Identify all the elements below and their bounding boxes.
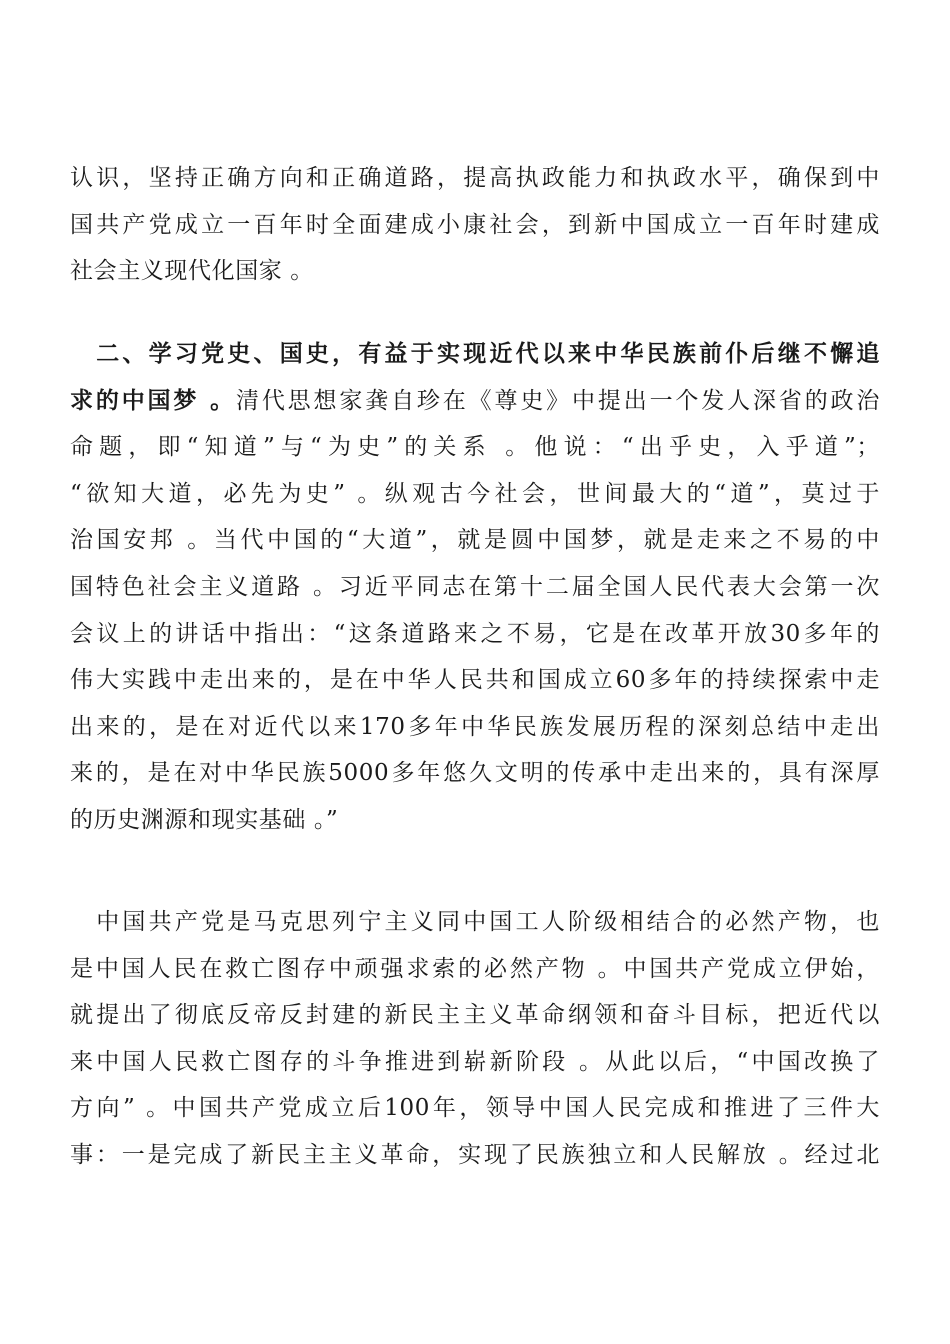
text-line: 治国安邦 。当代中国的“大道”，就是圆中国梦，就是走来之不易的中 [70, 527, 880, 554]
paragraph-party-history [70, 899, 880, 1179]
text-line: 国特色社会主义道路 。习近平同志在第十二届全国人民代表大会第一次 [70, 573, 880, 600]
paragraph-intro-continued [70, 155, 880, 295]
text-line: 的历史渊源和现实基础 。” [70, 806, 339, 833]
text-line: 方向” 。中国共产党成立后100年，领导中国人民完成和推进了三件大 [70, 1095, 880, 1122]
text-line: 来的，是在对中华民族5000多年悠久文明的传承中走出来的，具有深厚 [70, 760, 880, 787]
text-line: 来中国人民救亡图存的斗争推进到崭新阶段 。从此以后，“中国改换了 [70, 1048, 880, 1075]
text-line: 中国共产党是马克思列宁主义同中国工人阶级相结合的必然产物，也 [70, 909, 880, 935]
text-line: “欲知大道，必先为史” 。纵观古今社会，世间最大的“道”，莫过于 [70, 480, 880, 507]
text-line: 伟大实践中走出来的，是在中华人民共和国成立60多年的持续探索中走 [70, 667, 880, 694]
paragraph-section-two [70, 331, 880, 844]
text-line: 认识，坚持正确方向和正确道路，提高执政能力和执政水平，确保到中 [70, 165, 880, 191]
text-line: 国共产党成立一百年时全面建成小康社会，到新中国成立一百年时建成 [70, 211, 880, 238]
section-heading-end: 求的中国梦 。 [70, 387, 236, 414]
text-line [70, 378, 880, 425]
text-line: 就提出了彻底反帝反封建的新民主主义革命纲领和奋斗目标，把近代以 [70, 1002, 880, 1029]
text-line: 命题，即“知道”与“为史”的关系 。他说：“出乎史，入乎道”； [70, 434, 880, 461]
text-line: 社会主义现代化国家 。 [70, 258, 314, 285]
text-line: 会议上的讲话中指出：“这条道路来之不易，它是在改革开放30多年的 [70, 620, 880, 647]
section-heading-line: 二、学习党史、国史，有益于实现近代以来中华民族前仆后继不懈追 [70, 341, 880, 367]
text-line: 是中国人民在救亡图存中顽强求索的必然产物 。中国共产党成立伊始， [70, 955, 880, 982]
text-line: 事：一是完成了新民主主义革命，实现了民族独立和人民解放 。经过北 [70, 1141, 880, 1168]
text-line: 出来的，是在对近代以来170多年中华民族发展历程的深刻总结中走出 [70, 713, 880, 740]
text-run: 清代思想家龚自珍在《尊史》中提出一个发人深省的政治 [235, 387, 880, 414]
